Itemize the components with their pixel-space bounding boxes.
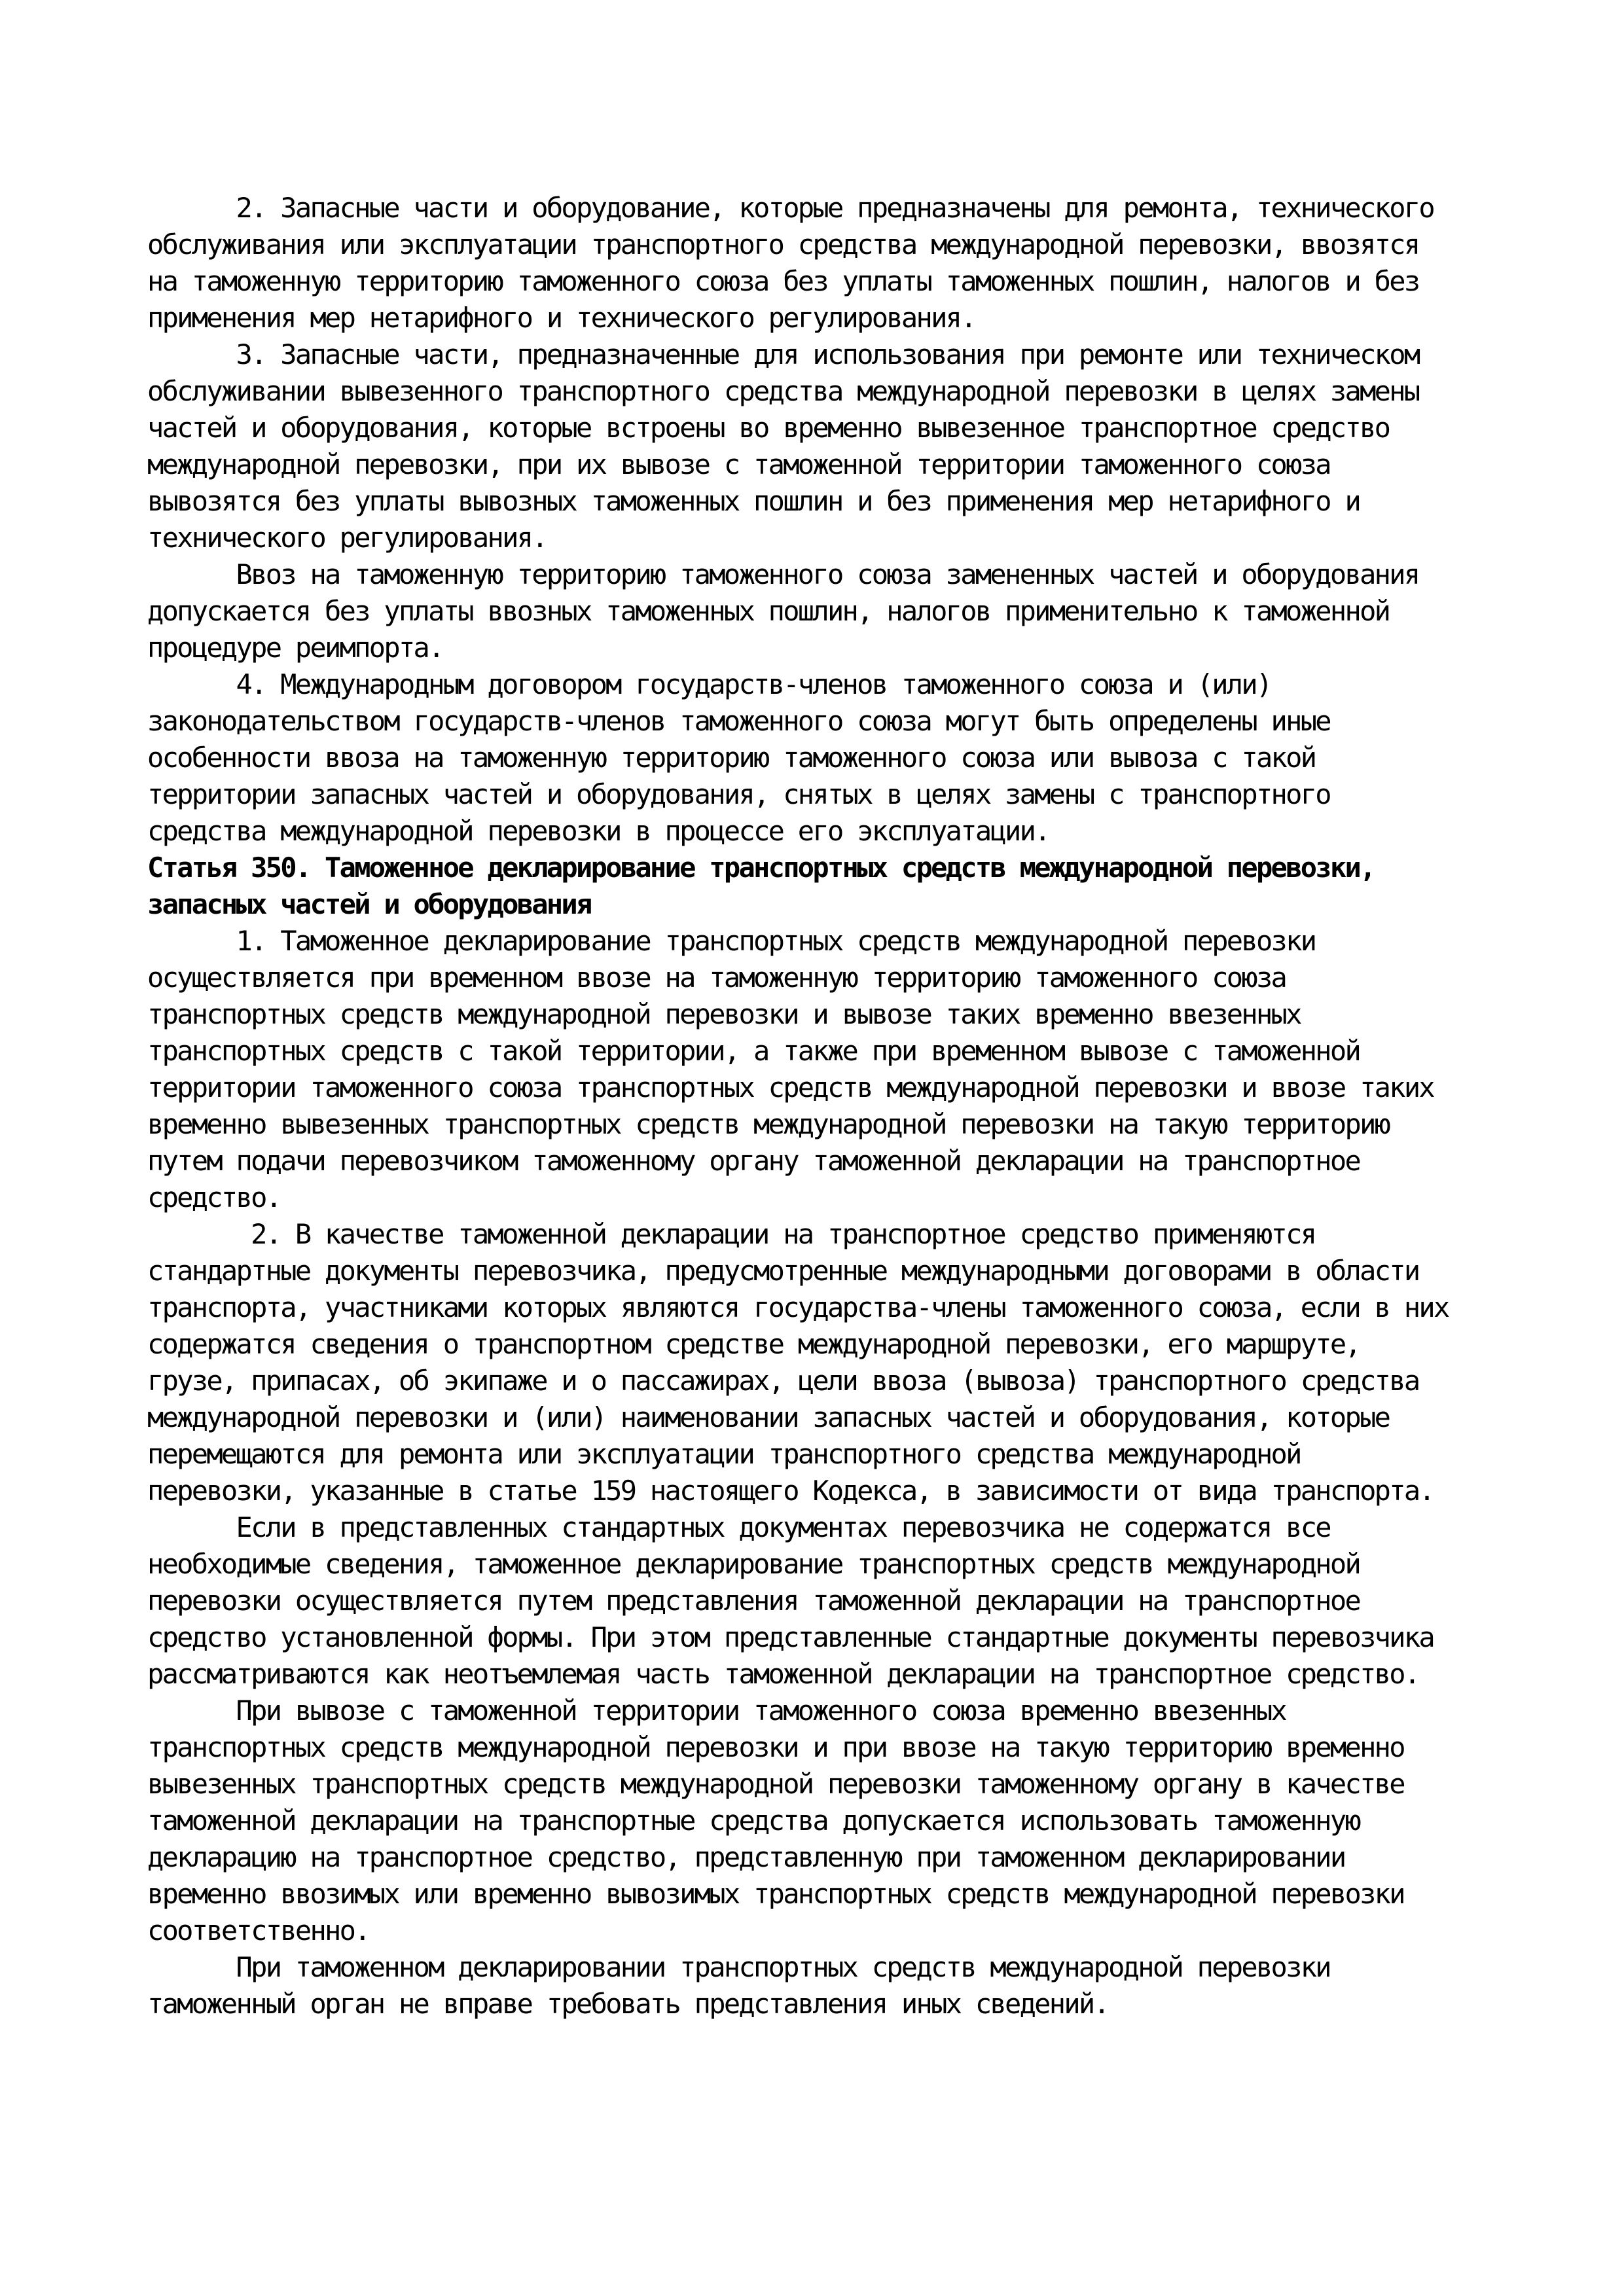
text-line: средства международной перевозки в процессе его эксплуатации.: [147, 815, 1049, 847]
text-line: транспорта, участниками которых являются государства-члены таможенного союза, если в них: [147, 1291, 1449, 1323]
text-line: обслуживании вывезенного транспортного средства международной перевозки в целях замены: [147, 375, 1419, 407]
text-line: При таможенном декларировании транспортных средств международной перевозки: [147, 1951, 1330, 1983]
text-line: необходимые сведения, таможенное декларирование транспортных средств международной: [147, 1548, 1360, 1580]
text-line: Статья 350. Таможенное декларирование транспортных средств международной перевозки,: [147, 852, 1375, 884]
text-line: декларацию на транспортное средство, представленную при таможенном декларировании: [147, 1841, 1345, 1873]
text-line: рассматриваются как неотъемлемая часть таможенной декларации на транспортное средство.: [147, 1658, 1419, 1690]
text-line: соответственно.: [147, 1914, 369, 1946]
body-paragraph: [147, 1949, 1496, 2022]
text-line: законодательством государств-членов таможенного союза могут быть определены иные: [147, 705, 1330, 737]
body-paragraph: [147, 556, 1496, 666]
text-line: средство установленной формы. При этом представленные стандартные документы перевозчика: [147, 1621, 1434, 1653]
body-paragraph: [147, 923, 1496, 1216]
text-line: средство.: [147, 1181, 281, 1213]
text-line: При вывозе с таможенной территории таможенного союза временно ввезенных: [147, 1695, 1286, 1727]
text-line: транспортных средств с такой территории, а также при временном вывозе с таможенной: [147, 1035, 1360, 1067]
text-line: перевозки осуществляется путем представления таможенной декларации на транспортное: [147, 1585, 1360, 1617]
text-line: частей и оборудования, которые встроены во временно вывезенное транспортное средство: [147, 412, 1390, 444]
text-line: вывозятся без уплаты вывозных таможенных пошлин и без применения мер нетарифного и: [147, 485, 1360, 517]
text-line: грузе, припасах, об экипаже и о пассажирах, цели ввоза (вывоза) транспортного средства: [147, 1365, 1419, 1397]
text-line: 4. Международным договором государств-членов таможенного союза и (или): [147, 668, 1271, 700]
text-line: территории запасных частей и оборудования, снятых в целях замены с транспортного: [147, 778, 1330, 810]
text-line: применения мер нетарифного и технического регулирования.: [147, 302, 975, 334]
text-line: Если в представленных стандартных документах перевозчика не содержатся все: [147, 1511, 1330, 1543]
text-line: стандартные документы перевозчика, предусмотренные международными договорами в области: [147, 1255, 1419, 1287]
body-paragraph: [147, 666, 1496, 850]
text-line: 2. Запасные части и оборудование, которые предназначены для ремонта, технического: [147, 192, 1434, 224]
text-line: осуществляется при временном ввозе на таможенную территорию таможенного союза: [147, 961, 1286, 994]
text-line: 3. Запасные части, предназначенные для использования при ремонте или техническом: [147, 338, 1419, 370]
body-paragraph: [147, 1509, 1496, 1693]
text-line: перевозки, указанные в статье 159 настоящего Кодекса, в зависимости от вида транспорта.: [147, 1475, 1434, 1507]
text-line: временно вывезенных транспортных средств международной перевозки на такую территорию: [147, 1108, 1390, 1140]
text-line: обслуживания или эксплуатации транспортного средства международной перевозки, ввозятся: [147, 228, 1419, 260]
text-line: на таможенную территорию таможенного союза без уплаты таможенных пошлин, налогов и без: [147, 265, 1419, 297]
text-line: транспортных средств международной перевозки и вывозе таких временно ввезенных: [147, 998, 1301, 1030]
text-line: транспортных средств международной перевозки и при ввозе на такую территорию временно: [147, 1731, 1404, 1763]
text-line: территории таможенного союза транспортных средств международной перевозки и ввозе таких: [147, 1071, 1434, 1103]
body-paragraph: [147, 1693, 1496, 1949]
text-line: таможенный орган не вправе требовать представления иных сведений.: [147, 1988, 1109, 2020]
text-line: перемещаются для ремонта или эксплуатации транспортного средства международной: [147, 1438, 1301, 1470]
body-paragraph: [147, 190, 1496, 336]
text-line: таможенной декларации на транспортные средства допускается использовать таможенную: [147, 1804, 1360, 1837]
document-text: [147, 190, 1496, 2022]
text-line: особенности ввоза на таможенную территорию таможенного союза или вывоза с такой: [147, 742, 1316, 774]
text-line: Ввоз на таможенную территорию таможенного союза замененных частей и оборудования: [147, 558, 1419, 590]
article-heading: [147, 850, 1496, 923]
text-line: допускается без уплаты ввозных таможенных пошлин, налогов применительно к таможенной: [147, 595, 1390, 627]
body-paragraph: [147, 1216, 1496, 1509]
body-paragraph: [147, 336, 1496, 556]
text-line: международной перевозки и (или) наименовании запасных частей и оборудования, которые: [147, 1401, 1390, 1433]
text-line: 2. В качестве таможенной декларации на транспортное средство применяются: [147, 1218, 1316, 1250]
text-line: 1. Таможенное декларирование транспортных средств международной перевозки: [147, 925, 1316, 957]
text-line: процедуре реимпорта.: [147, 632, 443, 664]
text-line: запасных частей и оборудования: [147, 888, 591, 920]
text-line: вывезенных транспортных средств международной перевозки таможенному органу в качестве: [147, 1768, 1404, 1800]
text-line: содержатся сведения о транспортном средстве международной перевозки, его маршруте,: [147, 1328, 1360, 1360]
text-line: временно ввозимых или временно вывозимых транспортных средств международной перевозки: [147, 1878, 1404, 1910]
text-line: путем подачи перевозчиком таможенному органу таможенной декларации на транспортное: [147, 1145, 1360, 1177]
text-line: международной перевозки, при их вывозе с таможенной территории таможенного союза: [147, 448, 1330, 480]
text-line: технического регулирования.: [147, 522, 547, 554]
